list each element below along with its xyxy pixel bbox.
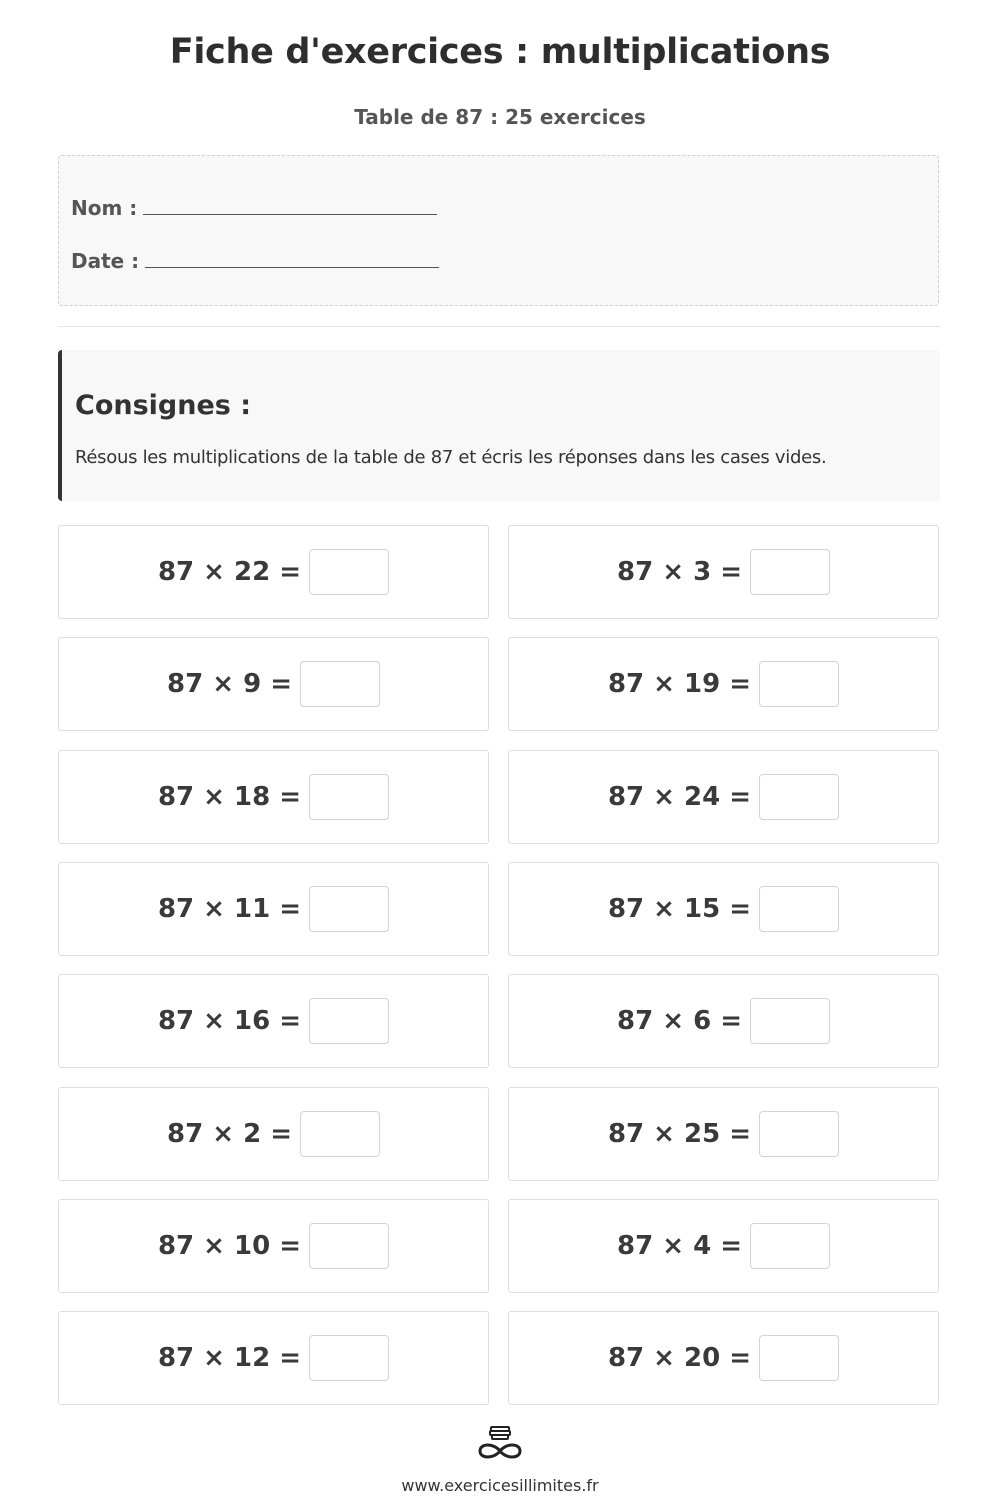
answer-box[interactable] <box>750 549 830 595</box>
answer-box[interactable] <box>759 661 839 707</box>
answer-box[interactable] <box>309 1223 389 1269</box>
exercise-expression: 87 × 6 = <box>617 1006 742 1036</box>
exercise-card <box>508 525 939 619</box>
answer-box[interactable] <box>300 661 380 707</box>
exercise-expression: 87 × 12 = <box>157 1343 302 1373</box>
page-subtitle: Table de 87 : 25 exercices <box>354 105 646 129</box>
exercise-card <box>58 1087 489 1181</box>
exercise-expression: 87 × 3 = <box>617 557 742 587</box>
exercise-card <box>508 750 939 844</box>
instructions-title: Consignes : <box>75 390 252 421</box>
answer-box[interactable] <box>300 1111 380 1157</box>
answer-box[interactable] <box>759 774 839 820</box>
exercise-expression: 87 × 20 = <box>607 1343 752 1373</box>
answer-box[interactable] <box>309 998 389 1044</box>
exercise-card <box>58 862 489 956</box>
answer-box[interactable] <box>309 886 389 932</box>
answer-box[interactable] <box>309 1335 389 1381</box>
page-title: Fiche d'exercices : multiplications <box>169 32 831 72</box>
exercise-expression: 87 × 19 = <box>607 669 752 699</box>
name-line <box>71 194 437 220</box>
exercise-expression: 87 × 24 = <box>607 782 752 812</box>
name-label: Nom : <box>71 196 138 220</box>
divider <box>58 326 940 327</box>
instructions-box <box>58 350 940 501</box>
name-blank[interactable] <box>143 194 437 215</box>
exercise-card <box>58 637 489 731</box>
exercise-card <box>58 974 489 1068</box>
exercise-expression: 87 × 11 = <box>157 894 302 924</box>
exercise-expression: 87 × 10 = <box>157 1231 302 1261</box>
exercise-card <box>508 637 939 731</box>
exercise-card <box>508 1311 939 1405</box>
answer-box[interactable] <box>750 998 830 1044</box>
exercise-card <box>58 1199 489 1293</box>
exercise-card <box>508 862 939 956</box>
exercise-expression: 87 × 2 = <box>167 1119 292 1149</box>
exercise-expression: 87 × 22 = <box>157 557 302 587</box>
date-label: Date : <box>71 249 140 273</box>
date-line <box>71 247 439 273</box>
answer-box[interactable] <box>309 549 389 595</box>
exercise-card <box>58 525 489 619</box>
exercise-card <box>58 1311 489 1405</box>
answer-box[interactable] <box>309 774 389 820</box>
exercise-expression: 87 × 15 = <box>607 894 752 924</box>
exercise-expression: 87 × 9 = <box>167 669 292 699</box>
footer-url[interactable]: www.exercicesillimites.fr <box>401 1476 599 1495</box>
infinity-books-icon <box>474 1424 526 1464</box>
exercise-expression: 87 × 4 = <box>617 1231 742 1261</box>
student-info-box <box>58 155 939 306</box>
answer-box[interactable] <box>759 1111 839 1157</box>
exercise-card <box>58 750 489 844</box>
exercise-expression: 87 × 18 = <box>157 782 302 812</box>
exercise-card <box>508 1199 939 1293</box>
answer-box[interactable] <box>750 1223 830 1269</box>
exercise-expression: 87 × 25 = <box>607 1119 752 1149</box>
answer-box[interactable] <box>759 1335 839 1381</box>
answer-box[interactable] <box>759 886 839 932</box>
exercise-card <box>508 974 939 1068</box>
exercise-card <box>508 1087 939 1181</box>
exercise-expression: 87 × 16 = <box>157 1006 302 1036</box>
instructions-text: Résous les multiplications de la table de 87 et écris les réponses dans les cases vides. <box>75 447 827 468</box>
date-blank[interactable] <box>145 247 439 268</box>
